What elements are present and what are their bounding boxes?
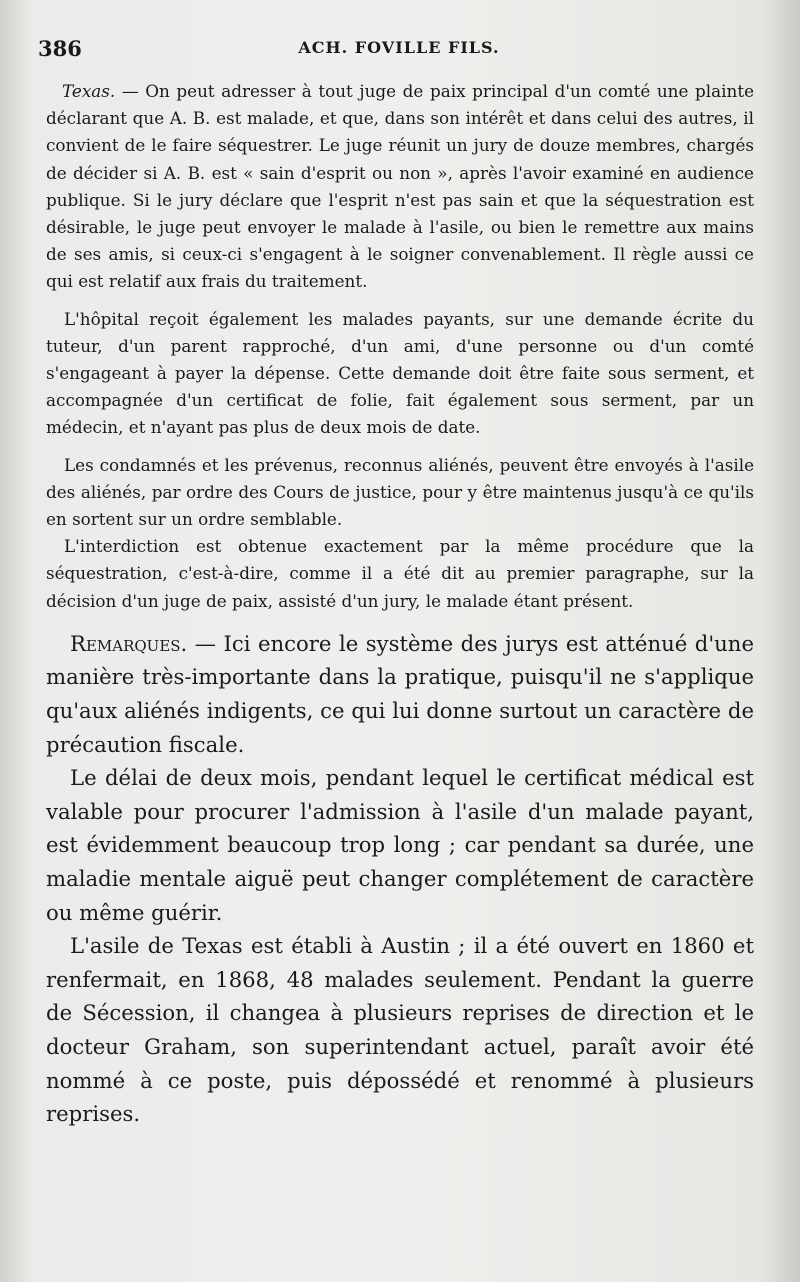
paragraph-interdiction: L'interdiction est obtenue exactement par la même procédure que la séquestration, c'est-à-dire, comme il a été dit au premier paragraphe, sur la décision d'un juge de paix, assisté d'un jury, le malade étant présent. — [46, 536, 754, 611]
paragraph-texas — [46, 78, 754, 296]
paragraph-lead-texas: Texas. — [62, 81, 116, 101]
paragraph-hopital: L'hôpital reçoit également les malades payants, sur une demande écrite du tuteur, d'un parent rapproché, d'un ami, d'une personne ou d'un comté s'engageant à payer la dépense. Cette demande doit être faite sous serment, et accompagnée d'un certificat de folie, fait également sous serment, par un médecin, et n'ayant pas plus de deux mois de date. — [46, 308, 754, 438]
paragraph-body: — On peut adresser à tout juge de paix principal d'un comté une plainte déclarant que A. B. est malade, et que, dans son intérêt et dans celui des autres, il convient de le faire séquestrer. Le juge réunit un jury de douze membres, chargés de décider si A. B. est « sain d'esprit ou non », après l'avoir examiné en audience publique. Si le jury déclare que l'esprit n'est pas sain et que la séquestration est désirable, le juge peut envoyer le malade à l'asile, ou bien le remettre aux mains de ses amis, si ceux-ci s'engagent à le soigner convenablement. Il règle aussi ce qui est relatif aux frais du traitement. — [46, 81, 754, 292]
paragraph-asile-austin: L'asile de Texas est établi à Austin ; il a été ouvert en 1860 et renfermait, en 1868, 48 malades seulement. Pendant la guerre de Sécession, il changea à plusieurs reprises de direction et le docteur Graham, son superintendant actuel, paraît avoir été nommé à ce poste, puis dépossédé et renommé à plusieurs reprises. — [46, 933, 754, 1127]
running-head: ACH. FOVILLE FILS. — [298, 38, 500, 57]
paragraph-delai: Le délai de deux mois, pendant lequel le certificat médical est valable pour procurer l'admission à l'asile d'un malade payant, est évidemment beaucoup trop long ; car pendant sa durée, une maladie mentale aiguë peut changer complétement de caractère ou même guérir. — [46, 765, 754, 925]
body-text — [46, 78, 754, 1131]
remarks-section — [46, 627, 754, 1131]
page-number: 386 — [38, 36, 82, 61]
page-header — [38, 36, 760, 66]
paragraph-remarques — [46, 627, 754, 761]
legal-section — [46, 78, 754, 615]
paragraph-lead-remarques: Remarques. — [70, 630, 188, 656]
paragraph-condamnes: Les condamnés et les prévenus, reconnus aliénés, peuvent être envoyés à l'asile des aliénés, par ordre des Cours de justice, pour y être maintenus jusqu'à ce qu'ils en sortent sur un ordre semblable. — [46, 454, 754, 530]
paragraph-body: — Ici encore le système des jurys est atténué d'une manière très-importante dans la pratique, puisqu'il ne s'applique qu'aux aliénés indigents, ce qui lui donne surtout un caractère de précaution fiscale. — [46, 630, 754, 757]
